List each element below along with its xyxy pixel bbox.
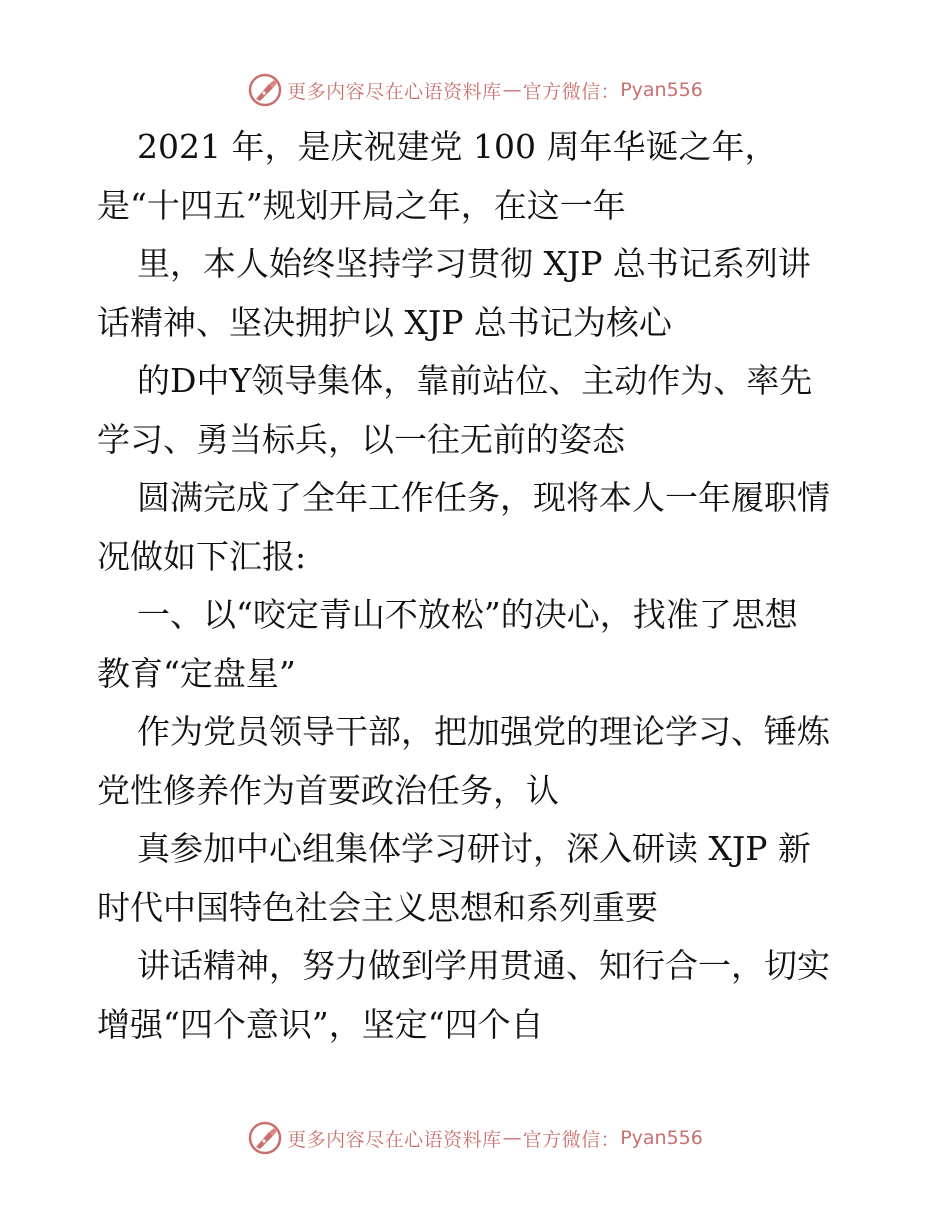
text-line: 讲话精神，努力做到学用贯通、知行合一，切实 <box>137 946 830 985</box>
banner-separator: — <box>502 1127 522 1149</box>
text-line: 的D中Y领导集体，靠前站位、主动作为、率先 <box>137 361 813 400</box>
text-line: 时代中国特色社会主义思想和系列重要 <box>97 887 658 927</box>
text-line: 学习、勇当标兵，以一往无前的姿态 <box>97 419 625 459</box>
banner-separator: — <box>502 79 522 101</box>
section-heading-line: 一、以“咬定青山不放松”的决心，找准了思想 <box>137 595 798 634</box>
banner-account: Pyan556 <box>620 1127 703 1149</box>
footer-banner[interactable] <box>0 1118 950 1158</box>
banner-wechat-label: 官方微信： <box>522 1128 621 1151</box>
pen-nib-logo-icon <box>247 1120 283 1156</box>
text-line: 作为党员领导干部，把加强党的理论学习、锤炼 <box>137 712 830 751</box>
text-line: 是“十四五”规划开局之年，在这一年 <box>97 185 626 225</box>
text-line: 党性修养作为首要政治任务，认 <box>97 770 559 810</box>
text-line: 真参加中心组集体学习研讨，深入研读 XJP 新 <box>137 829 811 868</box>
text-line: 圆满完成了全年工作任务，现将本人一年履职情 <box>137 478 830 517</box>
section-heading-line: 教育“定盘星” <box>97 653 296 693</box>
banner-site-text: 更多内容尽在心语资料库 <box>287 1128 502 1151</box>
banner-account: Pyan556 <box>620 79 703 101</box>
banner-site-text: 更多内容尽在心语资料库 <box>287 80 502 103</box>
text-line: 话精神、坚决拥护以 XJP 总书记为核心 <box>97 302 672 342</box>
text-line: 2021 年，是庆祝建党 100 周年华诞之年， <box>137 127 778 166</box>
banner-wechat-label: 官方微信： <box>522 80 621 103</box>
header-banner[interactable] <box>0 70 950 110</box>
pen-nib-logo-icon <box>247 72 283 108</box>
document-body <box>97 118 867 1054</box>
text-line: 里，本人始终坚持学习贯彻 XJP 总书记系列讲 <box>137 244 811 283</box>
text-line: 况做如下汇报: <box>97 536 307 576</box>
text-line: 增强“四个意识”，坚定“四个自 <box>97 1004 544 1044</box>
